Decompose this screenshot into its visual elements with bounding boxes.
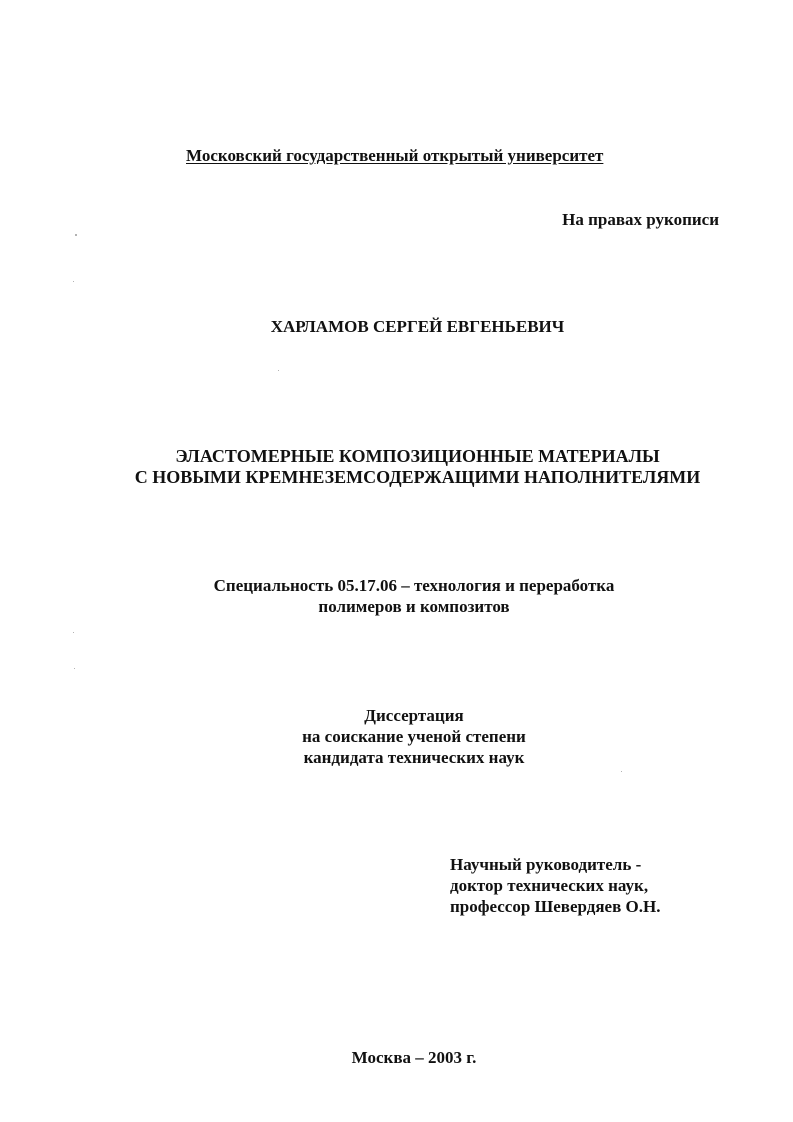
supervisor-line: доктор технических наук, — [450, 876, 649, 895]
supervisor-block — [450, 854, 660, 917]
manuscript-rights-note: На правах рукописи — [562, 210, 719, 229]
degree-line: на соискание ученой степени — [302, 727, 526, 746]
title-line: С НОВЫМИ КРЕМНЕЗЕМСОДЕРЖАЩИМИ НАПОЛНИТЕЛЯМИ — [134, 467, 701, 487]
scan-speck — [73, 281, 74, 282]
dissertation-title — [0, 446, 793, 488]
scan-speck — [621, 771, 622, 772]
scan-speck — [278, 370, 279, 371]
scan-speck — [75, 234, 77, 236]
supervisor-line: профессор Шевердяев О.Н. — [450, 897, 661, 916]
specialty-line: Специальность 05.17.06 – технология и переработка — [213, 576, 615, 595]
university-name: Московский государственный открытый университет — [186, 146, 604, 165]
degree-block — [0, 705, 793, 768]
degree-line: кандидата технических наук — [303, 748, 525, 767]
scan-speck — [74, 668, 75, 669]
degree-line: Диссертация — [364, 706, 464, 725]
scan-speck — [73, 632, 74, 633]
author-name: ХАРЛАМОВ СЕРГЕЙ ЕВГЕНЬЕВИЧ — [270, 317, 565, 336]
supervisor-line: Научный руководитель - — [450, 855, 642, 874]
specialty-block — [0, 575, 793, 617]
title-line: ЭЛАСТОМЕРНЫЕ КОМПОЗИЦИОННЫЕ МАТЕРИАЛЫ — [175, 446, 660, 466]
specialty-line: полимеров и композитов — [318, 597, 510, 616]
city-year: Москва – 2003 г. — [351, 1048, 477, 1067]
